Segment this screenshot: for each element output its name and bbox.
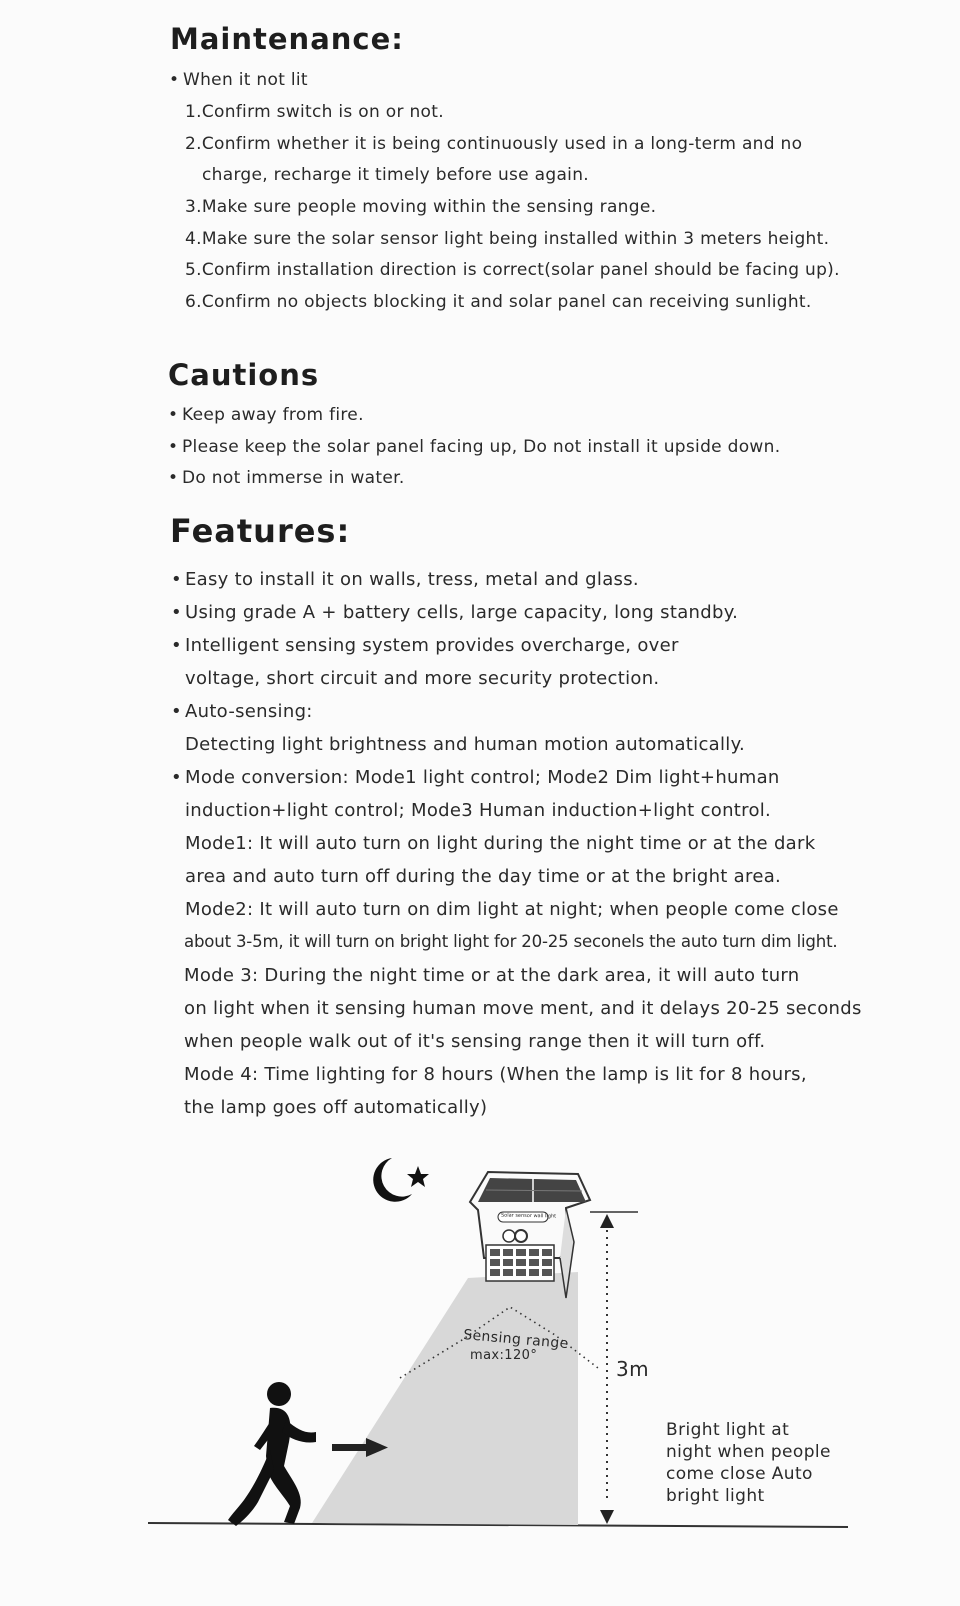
feature-line-6: Detecting light brightness and human motion automatically. <box>185 734 745 755</box>
maintenance-item-5: 5.Confirm installation direction is correct(solar panel should be facing up). <box>185 260 840 280</box>
feature-line-3: • Intelligent sensing system provides overcharge, over <box>185 635 679 656</box>
moon-star-icon <box>373 1158 429 1202</box>
feature-line-1: • Easy to install it on walls, tress, metal and glass. <box>185 569 639 590</box>
maintenance-title: Maintenance: <box>170 22 404 56</box>
feature-line-4: voltage, short circuit and more security protection. <box>185 668 660 689</box>
feature-line-2: • Using grade A + battery cells, large capacity, long standby. <box>185 602 738 623</box>
maintenance-item-6: 6.Confirm no objects blocking it and solar panel can receiving sunlight. <box>185 292 812 312</box>
feature-line-13: Mode 3: During the night time or at the dark area, it will auto turn <box>184 965 800 986</box>
features-title: Features: <box>170 512 351 550</box>
height-label: 3m <box>616 1357 650 1381</box>
light-beam <box>312 1272 578 1525</box>
feature-line-14: on light when it sensing human move ment, and it delays 20-25 seconds <box>184 998 862 1019</box>
lamp-label: Solar sensor wall light <box>500 1212 557 1220</box>
caution-item-1: • Keep away from fire. <box>182 405 364 425</box>
caption-line-3: come close Auto <box>666 1464 813 1484</box>
feature-line-12: about 3-5m, it will turn on bright light for 20-25 seconels the auto turn dim light. <box>184 932 838 951</box>
maintenance-bullet: • When it not lit <box>183 70 308 90</box>
height-arrow-down <box>600 1510 614 1524</box>
caution-item-2: • Please keep the solar panel facing up, Do not install it upside down. <box>182 437 780 457</box>
caption-line-1: Bright light at <box>666 1420 790 1440</box>
caution-item-3: • Do not immerse in water. <box>182 468 405 488</box>
maintenance-item-2-cont: charge, recharge it timely before use again. <box>202 165 589 185</box>
caption-line-2: night when people <box>666 1442 831 1462</box>
feature-line-9: Mode1: It will auto turn on light during the night time or at the dark <box>185 833 816 854</box>
running-person-icon <box>228 1382 316 1526</box>
feature-line-11: Mode2: It will auto turn on dim light at night; when people come close <box>185 899 839 920</box>
maintenance-item-3: 3.Make sure people moving within the sensing range. <box>185 197 657 217</box>
feature-line-16: Mode 4: Time lighting for 8 hours (When the lamp is lit for 8 hours, <box>184 1064 807 1085</box>
feature-line-17: the lamp goes off automatically) <box>184 1097 488 1118</box>
feature-line-15: when people walk out of it's sensing range then it will turn off. <box>184 1031 766 1052</box>
feature-line-5: • Auto-sensing: <box>185 701 313 722</box>
maintenance-item-4: 4.Make sure the solar sensor light being installed within 3 meters height. <box>185 229 830 249</box>
feature-line-8: induction+light control; Mode3 Human induction+light control. <box>185 800 772 821</box>
caption-line-4: bright light <box>666 1486 765 1506</box>
sensing-range-label: Sensing range <box>462 1327 570 1353</box>
max-angle-label: max:120° <box>470 1348 538 1363</box>
height-arrow-up <box>600 1214 614 1228</box>
maintenance-item-2: 2.Confirm whether it is being continuously used in a long-term and no <box>185 134 803 154</box>
sensing-diagram <box>0 1150 960 1602</box>
cautions-title: Cautions <box>168 358 320 392</box>
maintenance-item-1: 1.Confirm switch is on or not. <box>185 102 444 122</box>
feature-line-7: • Mode conversion: Mode1 light control; Mode2 Dim light+human <box>185 767 780 788</box>
diagram-illustration <box>0 1150 960 1602</box>
feature-line-10: area and auto turn off during the day time or at the bright area. <box>185 866 782 887</box>
